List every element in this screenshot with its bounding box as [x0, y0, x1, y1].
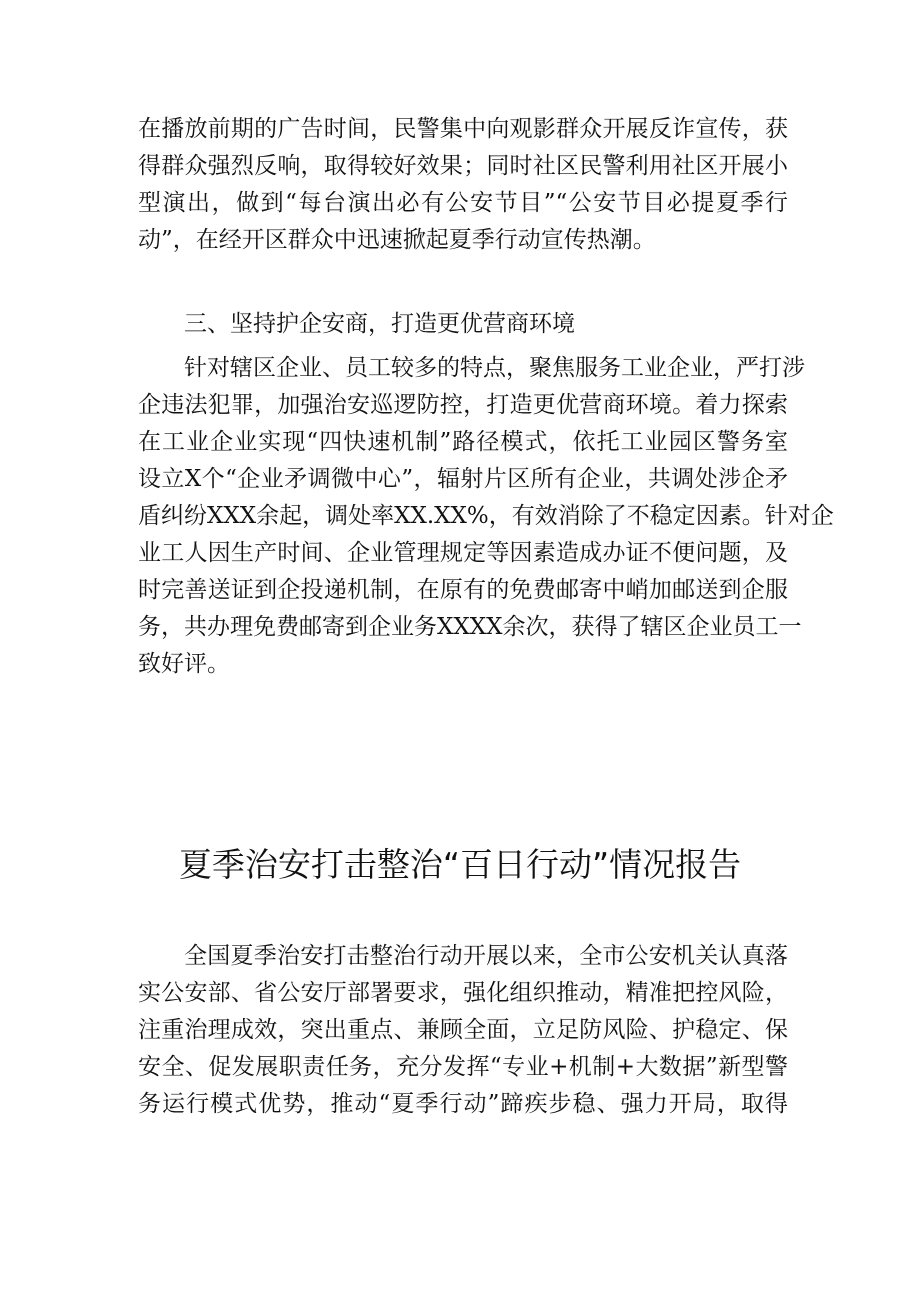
paragraph-line: 型演出，做到“每台演出必有公安节目”“公安节目必提夏季行 [138, 190, 788, 216]
paragraph-line: 安全、促发展职责任务，充分发挥“专业+机制+大数据”新型警 [138, 1054, 788, 1080]
report-title: 夏季治安打击整治“百日行动”情况报告 [178, 845, 742, 884]
paragraph-line: 时完善送证到企投递机制，在原有的免费邮寄中峭加邮送到企服 [138, 577, 788, 603]
paragraph-line: 针对辖区企业、员工较多的特点，聚焦服务工业企业，严打涉 [184, 355, 805, 381]
paragraph-line: 得群众强烈反响，取得较好效果；同时社区民警利用社区开展小 [138, 153, 788, 179]
paragraph-line: 盾纠纷XXX余起，调处率XX.XX%，有效消除了不稳定因素。针对企 [138, 503, 834, 529]
paragraph-line: 在工业企业实现“四快速机制”路径模式，依托工业园区警务室 [138, 429, 788, 455]
paragraph-line: 致好评。 [138, 651, 230, 677]
paragraph-line: 实公安部、省公安厅部署要求，强化组织推动，精准把控风险， [138, 980, 788, 1006]
paragraph-line: 设立X个“企业矛调微中心”，辐射片区所有企业，共调处涉企矛 [138, 466, 788, 492]
paragraph-line: 动”，在经开区群众中迅速掀起夏季行动宣传热潮。 [138, 227, 656, 253]
paragraph-line: 注重治理成效，突出重点、兼顾全面，立足防风险、护稳定、保 [138, 1017, 788, 1043]
paragraph-line: 全国夏季治安打击整治行动开展以来，全市公安机关认真落 [184, 943, 788, 969]
paragraph-line: 务运行模式优势，推动“夏季行动”蹄疾步稳、强力开局，取得 [138, 1091, 788, 1117]
section-heading: 三、坚持护企安商，打造更优营商环境 [184, 311, 575, 337]
paragraph-line: 业工人因生产时间、企业管理规定等因素造成办证不便问题，及 [138, 540, 788, 566]
paragraph-line: 在播放前期的广告时间，民警集中向观影群众开展反诈宣传，获 [138, 116, 788, 142]
paragraph-line: 务，共办理免费邮寄到企业务XXXX余次，获得了辖区企业员工一 [138, 614, 802, 640]
paragraph-report-intro [138, 938, 788, 1123]
paragraph-propaganda [138, 111, 788, 259]
paragraph-enterprise-service [138, 350, 834, 683]
paragraph-line: 企违法犯罪，加强治安巡逻防控，打造更优营商环境。着力探索 [138, 392, 788, 418]
